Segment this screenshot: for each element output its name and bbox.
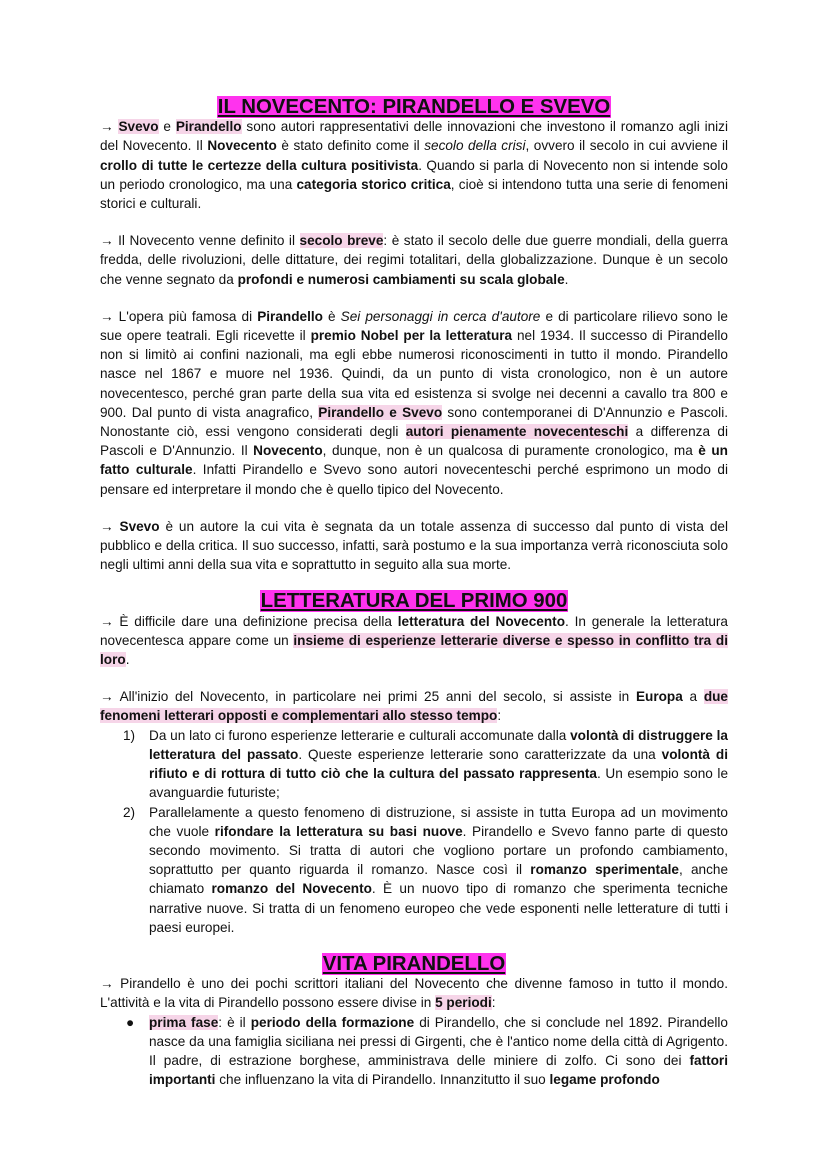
paragraph-letteratura-definizione: → È difficile dare una definizione precisa della letteratura del Novecento. In generale la letteratura novecentesca appare come un insieme di esperienze letterarie diverse e spesso in conflitto tra di loro. [100, 613, 728, 668]
paragraph-svevo-successo: → Svevo è un autore la cui vita è segnata da un totale assenza di successo dal punto di vista del pubblico e della critica. Il suo successo, infatti, sarà postumo e la sua importanza verrà riconosciuta solo negli ultimi anni della sua vita e soprattutto in seguito alla sua morte. [100, 518, 729, 573]
numbered-list [100, 726, 728, 937]
section-heading-novecento: IL NOVECENTO: PIRANDELLO E SVEVO [217, 96, 611, 118]
section-heading-letteratura: LETTERATURA DEL PRIMO 900 [260, 590, 568, 613]
list-item: 1) Da un lato ci furono esperienze letterarie e culturali accomunate dalla volontà di distruggere la letteratura del passato. Queste esperienze letterarie sono caratterizzate da una volontà di rifiuto e di rottura di tutto ciò che la cultura del passato rappresenta. Un esempio sono le avanguardie futuriste; [123, 727, 729, 801]
paragraph-pirandello-opera: → L'opera più famosa di Pirandello è Sei personaggi in cerca d'autore e di particolare rilievo sono le sue opere teatrali. Egli ricevette il premio Nobel per la letteratura nel 1934. Il successo di Pirandello non si limitò ai confini nazionali, ma egli ebbe numerosi riconoscimenti in tutto il mondo. Pirandello nasce nel 1867 e muore nel 1936. Quindi, da un punto di vista cronologico, non è un autore novecentesco, perché gran parte della sua vita ed esistenza si svolge nei decenni a cavallo tra 800 e 900. Dal punto di vista anagrafico, Pirandello e Svevo sono contemporanei di D'Annunzio e Pascoli. Nonostante ciò, essi vengono considerati degli autori pienamente novecenteschi a differenza di Pascoli e D'Annunzio. Il Novecento, dunque, non è un qualcosa di puramente cronologico, ma è un fatto culturale. Infatti Pirandello e Svevo sono autori novecenteschi perché esprimono un modo di pensare ed interpretare il mondo che è quello tipico del Novecento. [100, 308, 729, 497]
paragraph-svevo-pirandello-intro: → Svevo e Pirandello sono autori rappresentativi delle innovazioni che investono il romanzo agli inizi del Novecento. Il Novecento è stato definito come il secolo della crisi, ovvero il secolo in cui avviene il crollo di tutte le certezze della cultura positivista. Quando si parla di Novecento non si intende solo un periodo cronologico, ma una categoria storico critica, cioè si intendono tutta una serie di fenomeni storici e culturali. [100, 119, 729, 212]
document-content [100, 98, 728, 1089]
section-heading-vita-pirandello: VITA PIRANDELLO [322, 952, 506, 975]
list-item: ● prima fase: è il periodo della formazione di Pirandello, che si conclude nel 1892. Pirandello nasce da una famiglia siciliana nei pressi di Girgenti, che è l'antico nome della città di Agrigento. Il padre, di estrazione borghese, amministrava delle miniere di zolfo. Ci sono dei fattori importanti che influenzano la vita di Pirandello. Innanzitutto il suo legame profondo [126, 1014, 728, 1088]
list-item: 2) Parallelamente a questo fenomeno di distruzione, si assiste in tutta Europa ad un movimento che vuole rifondare la letteratura su basi nuove. Pirandello e Svevo fanno parte di questo secondo movimento. Si tratta di autori che vogliono portare un profondo cambiamento, soprattutto per quanto riguarda il romanzo. Nasce così il romanzo sperimentale, anche chiamato romanzo del Novecento. È un nuovo tipo di romanzo che sperimenta tecniche narrative nuove. Si tratta di un fenomeno europeo che vede esponenti nelle letterature di tutti i paesi europei. [123, 804, 729, 935]
paragraph-secolo-breve: → Il Novecento venne definito il secolo breve: è stato il secolo delle due guerre mondiali, della guerra fredda, delle rivoluzioni, delle dittature, dei regimi totalitari, della globalizzazione. Dunque è un secolo che venne segnato da profondi e numerosi cambiamenti su scala globale. [100, 233, 728, 287]
paragraph-pirandello-periodi: → Pirandello è uno dei pochi scrittori italiani del Novecento che divenne famoso in tutto il mondo. L'attività e la vita di Pirandello possono essere divise in 5 periodi: [100, 976, 729, 1011]
paragraph-due-fenomeni: → All'inizio del Novecento, in particolare nei primi 25 anni del secolo, si assiste in Europa a due fenomeni letterari opposti e complementari allo stesso tempo: [100, 689, 728, 724]
bullet-icon: ● [126, 1014, 135, 1030]
bullet-list [100, 1013, 728, 1090]
